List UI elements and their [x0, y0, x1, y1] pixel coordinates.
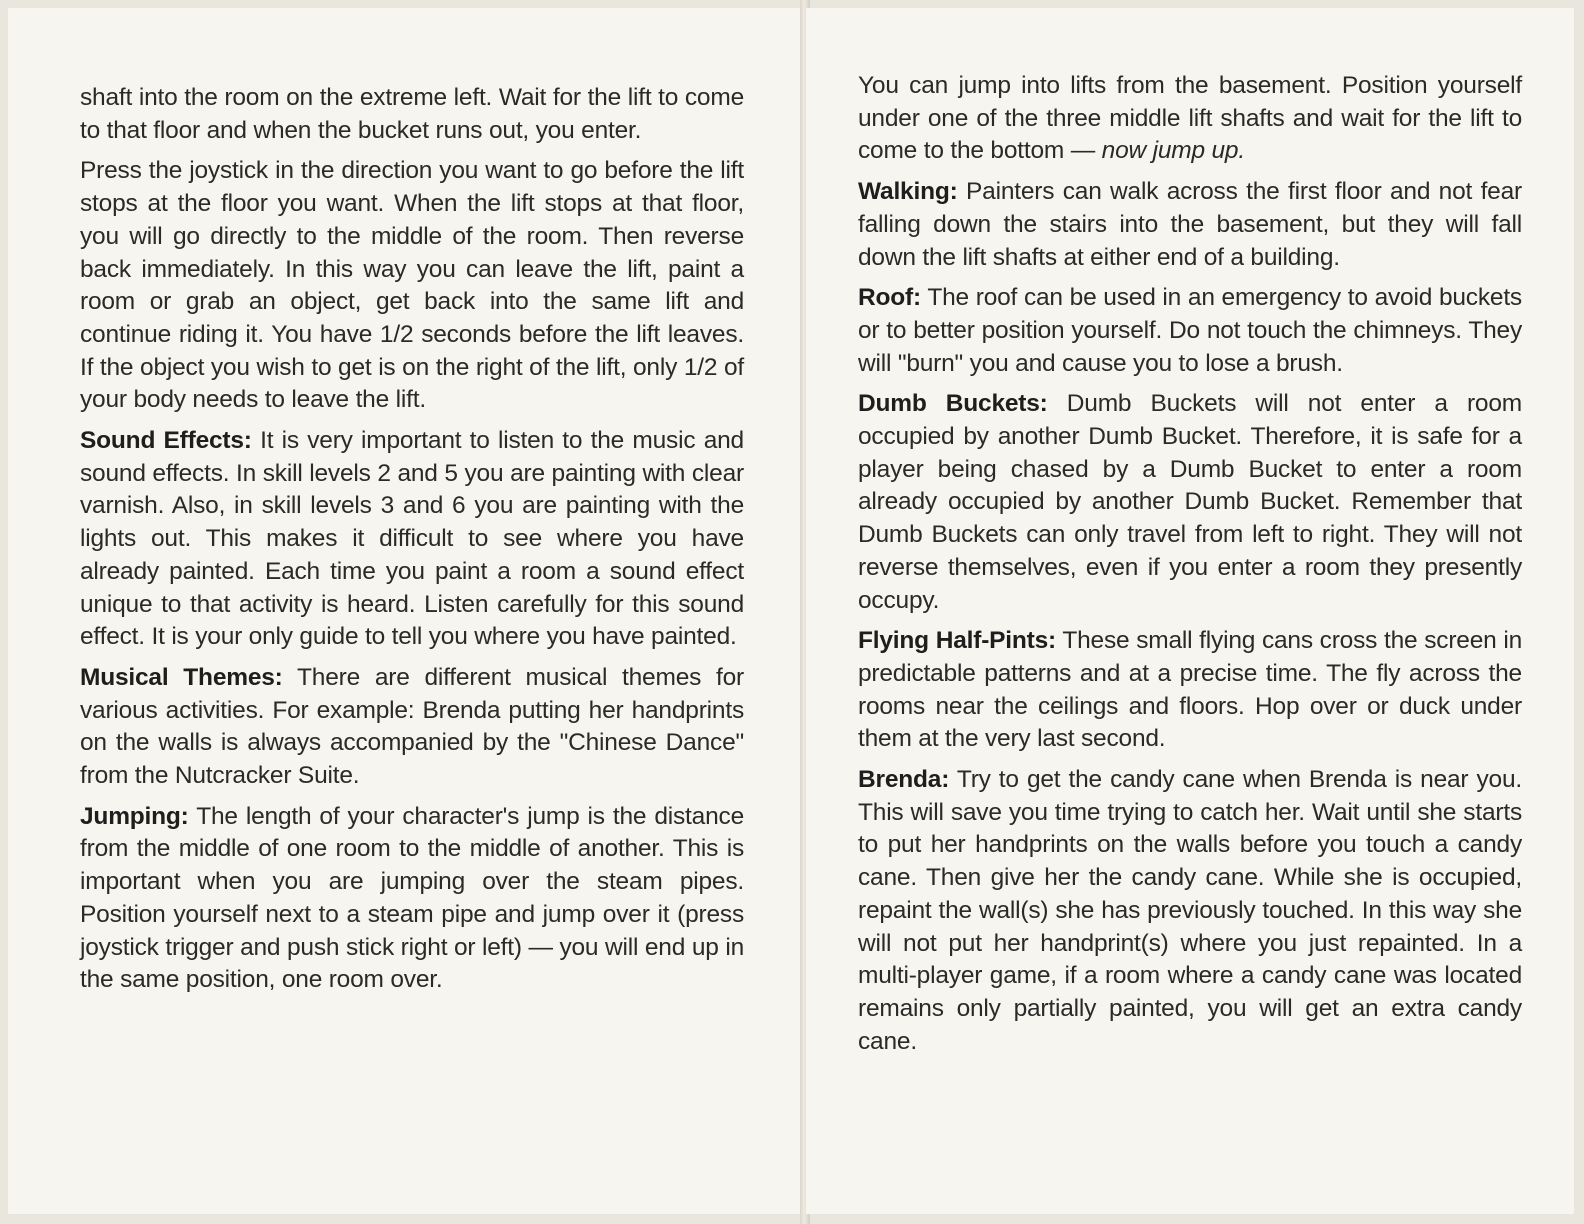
joystick-text: Press the joystick in the direction you want to go before the lift stops at the floor you want. When the lift stops at that floor, you will go directly to the middle of the room. Then reverse back immediately. In this way you can leave the lift, paint a room or grab an object, get back into the same lift and continue riding it. You have 1/2 seconds before the lift leaves. If the object you wish to get is on the right of the lift, only 1/2 of your body needs to leave the lift.: [80, 157, 744, 414]
roof-heading: Roof:: [858, 284, 921, 312]
left-intro-paragraph: [80, 82, 744, 147]
jumping-heading: Jumping:: [80, 802, 189, 830]
flying-half-pints-text: These small flying cans cross the screen in predictable patterns and at a precise time. The fly across the rooms near the ceilings and floors. Hop over or duck under them at the very last second.: [858, 627, 1522, 753]
right-intro-paragraph: [858, 70, 1522, 168]
right-intro-emphasis: now jump up.: [1101, 137, 1245, 165]
section-dumb-buckets: [858, 388, 1522, 617]
dumb-buckets-heading: Dumb Buckets:: [858, 390, 1048, 418]
right-column: [858, 70, 1522, 1066]
right-page: [806, 8, 1574, 1214]
jumping-text: The length of your character's jump is the distance from the middle of one room to the middle of another. This is important when you are jumping over the steam pipes. Position yourself next to a steam pipe and jump over it (press joystick trigger and push stick right or left) — you will end up in the same position, one room over.: [80, 802, 744, 994]
section-flying-half-pints: [858, 625, 1522, 756]
brenda-text: Try to get the candy cane when Brenda is near you. This will save you time trying to catch her. Wait until she starts to put her handprints on the walls before you touch a candy cane. Then give her the candy cane. While she is occupied, repaint the wall(s) she has previously touched. In this way she will not put her handprint(s) where you just repainted. In a multi-player game, if a room where a candy cane was located remains only partially painted, you will get an extra candy cane.: [858, 766, 1522, 1055]
section-roof: [858, 282, 1522, 380]
right-intro-text: You can jump into lifts from the basement. Position yourself under one of the three middle lift shafts and wait for the lift to come to the bottom —: [858, 72, 1522, 165]
section-brenda: [858, 764, 1522, 1058]
section-sound-effects: [80, 425, 744, 654]
walking-heading: Walking:: [858, 178, 958, 206]
musical-themes-heading: Musical Themes:: [80, 663, 283, 691]
section-musical-themes: [80, 662, 744, 793]
musical-themes-text: There are different musical themes for various activities. For example: Brenda putting her handprints on the walls is always accompanied by the "Chinese Dance" from the Nutcracker Suite.: [80, 663, 744, 790]
walking-text: Painters can walk across the first floor and not fear falling down the stairs into the basement, but they will fall down the lift shafts at either end of a building.: [858, 178, 1522, 271]
sound-effects-text: It is very important to listen to the music and sound effects. In skill levels 2 and 5 you are painting with clear varnish. Also, in skill levels 3 and 6 you are painting with the lights out. This makes it difficult to see where you have already painted. Each time you paint a room a sound effect unique to that activity is heard. Listen carefully for this sound effect. It is your only guide to tell you where you have painted.: [80, 427, 744, 651]
joystick-paragraph: [80, 155, 744, 417]
dumb-buckets-text: Dumb Buckets will not enter a room occupied by another Dumb Bucket. Therefore, it is safe for a player being chased by a Dumb Bucket to enter a room already occupied by another Dumb Bucket. Remember that Dumb Buckets can only travel from left to right. They will not reverse themselves, even if you enter a room they presently occupy.: [858, 390, 1522, 614]
left-page: [8, 8, 804, 1214]
section-walking: [858, 176, 1522, 274]
roof-text: The roof can be used in an emergency to avoid buckets or to better position yourself. Do not touch the chimneys. They will "burn" you and cause you to lose a brush.: [858, 284, 1522, 377]
brenda-heading: Brenda:: [858, 766, 950, 794]
flying-half-pints-heading: Flying Half-Pints:: [858, 627, 1057, 655]
section-jumping: [80, 801, 744, 997]
left-intro-text: shaft into the room on the extreme left. Wait for the lift to come to that floor and when the bucket runs out, you enter.: [80, 84, 744, 144]
left-column: [80, 82, 744, 1005]
sound-effects-heading: Sound Effects:: [80, 427, 252, 455]
